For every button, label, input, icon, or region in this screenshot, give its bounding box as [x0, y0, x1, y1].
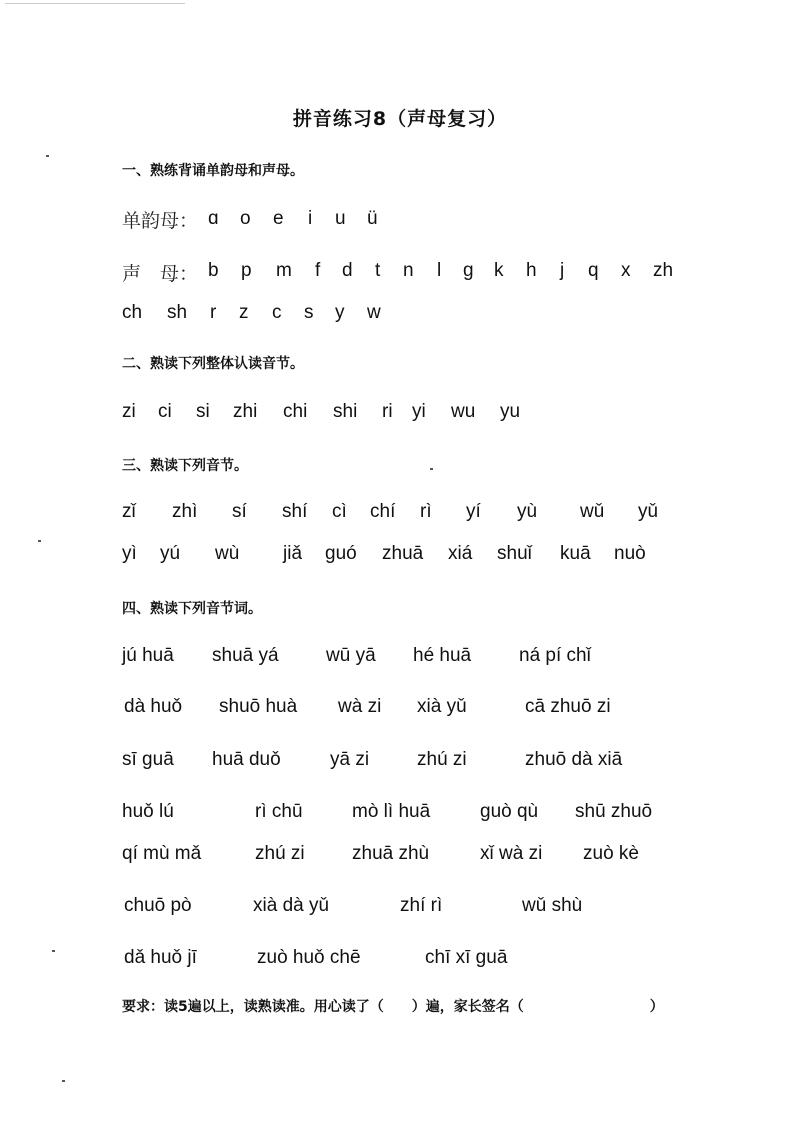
- initial: s: [304, 302, 314, 323]
- initial: x: [621, 260, 631, 281]
- word: zhuō dà xiā: [525, 749, 623, 770]
- syllable: zhì: [172, 501, 198, 522]
- initial: w: [367, 302, 381, 323]
- syllable: wǔ: [580, 501, 605, 522]
- word: ná pí chǐ: [519, 645, 591, 666]
- word: ɡuò qù: [480, 801, 539, 822]
- syllable: yi: [412, 401, 426, 422]
- syllable: chi: [283, 401, 308, 422]
- word: wū yā: [326, 645, 376, 666]
- syllable: yì: [122, 543, 137, 564]
- word: xià dà yǔ: [253, 895, 330, 916]
- syllable: shuǐ: [497, 543, 532, 564]
- syllable: yu: [500, 401, 521, 422]
- word: huā duǒ: [212, 749, 281, 770]
- initial: t: [375, 260, 381, 281]
- vowels-label: 单韵母：: [122, 210, 199, 232]
- syllable: shi: [333, 401, 358, 422]
- syllable: cì: [332, 501, 347, 522]
- word: qí mù mǎ: [122, 843, 202, 864]
- syllable: nuò: [614, 543, 646, 564]
- initial: l: [437, 260, 442, 281]
- vowel: i: [308, 208, 313, 229]
- syllable: jiǎ: [283, 543, 303, 564]
- word: cā zhuō zi: [525, 696, 611, 717]
- word: zuò huǒ chē: [257, 947, 361, 968]
- syllable: kuā: [560, 543, 591, 564]
- word: dǎ huǒ jī: [124, 947, 197, 968]
- section-4-heading: 四、熟读下列音节词。: [122, 601, 262, 617]
- word: hé huā: [413, 645, 472, 666]
- vowel: o: [240, 208, 251, 229]
- vowel: ü: [367, 208, 378, 229]
- syllable: yú: [160, 543, 181, 564]
- word: huǒ lú: [122, 801, 174, 822]
- word: wǔ shù: [522, 895, 583, 916]
- scan-edge-mark: [5, 3, 185, 4]
- scan-speck: [46, 155, 49, 157]
- syllable: yù: [517, 501, 538, 522]
- word: zhuā zhù: [352, 843, 430, 864]
- syllable: xiá: [448, 543, 473, 564]
- syllable: yí: [466, 501, 481, 522]
- section-2-heading: 二、熟读下列整体认读音节。: [122, 356, 304, 372]
- initial: p: [241, 260, 252, 281]
- syllable: zi: [122, 401, 136, 422]
- initial: zh: [653, 260, 674, 281]
- syllable: sí: [232, 501, 247, 522]
- syllable: rì: [420, 501, 432, 522]
- initial: m: [276, 260, 292, 281]
- syllable: shí: [282, 501, 308, 522]
- word: zuò kè: [583, 843, 639, 864]
- word: dà huǒ: [124, 696, 183, 717]
- word: xǐ wà zi: [480, 843, 543, 864]
- initial: y: [335, 302, 345, 323]
- initial: ch: [122, 302, 143, 323]
- syllable: ɡuó: [325, 543, 357, 564]
- initial: h: [526, 260, 537, 281]
- vowel: u: [335, 208, 346, 229]
- syllable: chí: [370, 501, 396, 522]
- initial: b: [208, 260, 219, 281]
- word: shuō huà: [219, 696, 298, 717]
- scan-speck: [52, 950, 55, 952]
- syllable: zhuā: [382, 543, 424, 564]
- word: zhú zi: [255, 843, 305, 864]
- word: sī ɡuā: [122, 749, 174, 770]
- word: yā zi: [330, 749, 370, 770]
- word: zhú zi: [417, 749, 467, 770]
- syllable: zhi: [233, 401, 258, 422]
- initial: q: [588, 260, 599, 281]
- initial: r: [210, 302, 217, 323]
- word: zhí rì: [400, 895, 443, 916]
- initial: ɡ: [463, 260, 474, 281]
- requirement-line: 要求：读5遍以上，读熟读准。用心读了（ ）遍，家长签名（ ）: [122, 999, 664, 1015]
- syllable: zǐ: [122, 501, 136, 522]
- vowel: ɑ: [208, 208, 219, 229]
- word: jú huā: [122, 645, 174, 666]
- word: shū zhuō: [575, 801, 653, 822]
- initial: f: [315, 260, 321, 281]
- initial: sh: [167, 302, 188, 323]
- word: chī xī ɡuā: [425, 947, 508, 968]
- syllable: wù: [215, 543, 240, 564]
- page-title: 拼音练习8（声母复习）: [292, 108, 508, 130]
- section-1-heading: 一、熟练背诵单韵母和声母。: [122, 163, 304, 179]
- word: wà zi: [338, 696, 382, 717]
- word: chuō pò: [124, 895, 192, 916]
- scan-speck: [62, 1080, 65, 1082]
- initial: k: [494, 260, 504, 281]
- word: shuā yá: [212, 645, 279, 666]
- vowel: e: [273, 208, 284, 229]
- word: xià yǔ: [417, 696, 467, 717]
- scan-speck: [430, 468, 433, 470]
- section-3-heading: 三、熟读下列音节。: [122, 458, 248, 474]
- initials-label: 声 母：: [122, 263, 199, 285]
- syllable: si: [196, 401, 210, 422]
- initial: z: [239, 302, 249, 323]
- initial: d: [342, 260, 353, 281]
- syllable: ci: [158, 401, 172, 422]
- word: mò lì huā: [352, 801, 431, 822]
- initial: n: [403, 260, 414, 281]
- syllable: wu: [451, 401, 476, 422]
- word: rì chū: [255, 801, 303, 822]
- initial: j: [560, 260, 565, 281]
- scan-speck: [38, 540, 41, 542]
- initial: c: [272, 302, 282, 323]
- syllable: yǔ: [638, 501, 659, 522]
- syllable: ri: [382, 401, 393, 422]
